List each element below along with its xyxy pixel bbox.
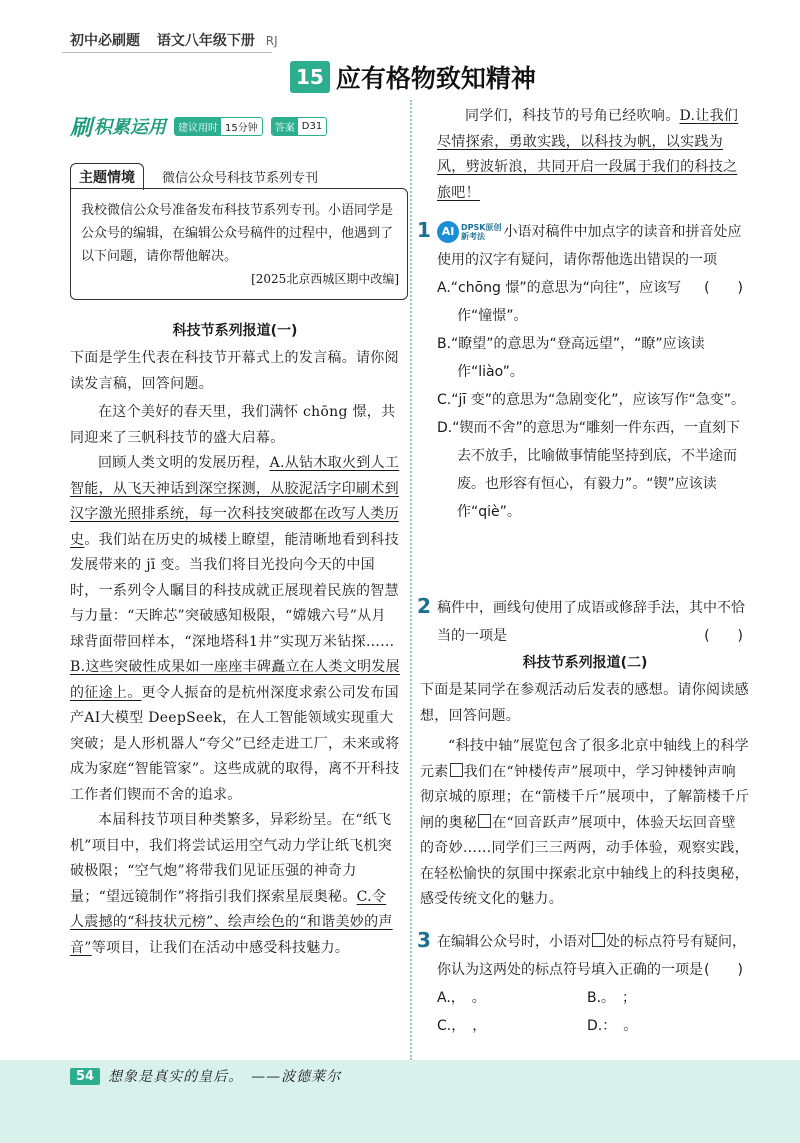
question-number: 2 xyxy=(417,594,431,618)
question-2-stem: 稿件中，画线句使用了成语或修辞手法，其中不恰当的一项是 xyxy=(437,600,745,644)
option-d: D.： 。 xyxy=(587,1018,638,1034)
edition-label: RJ xyxy=(265,34,278,48)
theme-source: [2025北京西城区期中改编] xyxy=(251,272,399,286)
question-number: 1 xyxy=(417,218,431,242)
lesson-number: 15 xyxy=(290,61,330,93)
question-3 xyxy=(417,928,747,1040)
r2-text-a: “科技中轴”展览包含了很多北京中轴线上的科学元素 xyxy=(420,738,749,780)
report1-body xyxy=(70,400,400,961)
answer-tag xyxy=(271,117,327,136)
lesson-name: 应有格物致知精神 xyxy=(335,64,536,93)
theme-title: 微信公众号科技节系列专刊 xyxy=(162,170,319,186)
report2-intro: 下面是某同学在参观活动后发表的感想。请你阅读感想，回答问题。 xyxy=(420,682,749,724)
running-header xyxy=(70,30,278,50)
option-a: A.“chōng 憬”的意思为“向往”，应该写作“憧憬”。 xyxy=(437,280,682,324)
footer-quote: 想象是真实的皇后。 ——波德莱尔 xyxy=(108,1069,342,1085)
p3-text-a: 本届科技节项目种类繁多，异彩纷呈。在“纸飞机”项目中，我们将尝试运用空气动力学让纸飞机突破极限；“空气炮”将带我们见证压强的神奇力量；“望远镜制作”将指引我们探索星辰奥秘。 xyxy=(70,812,393,905)
blank-box-1 xyxy=(450,763,463,777)
underlined-sentence-d: D.让我们尽情探索，勇敢实践，以科技为帆，以实践为风，劈波斩浪，共同开启一段属于我们的科技之旅吧！ xyxy=(437,108,739,201)
section-header xyxy=(70,110,400,142)
underlined-sentence-a: A.从钻木取火到人工智能，从飞天神话到深空探测，从胶泥活字印刷术到汉字激光照排系统，每一次科技突破都在改写人类历史 xyxy=(70,455,400,548)
answer-label: 答案 xyxy=(272,118,298,135)
time-value: 15分钟 xyxy=(225,122,258,134)
theme-text: 我校微信公众号准备发布科技节系列专刊。小语同学是公众号的编辑，在编辑公众号稿件的过程中，他遇到了以下问题，请你帮他解决。 xyxy=(81,203,394,264)
q3-options xyxy=(437,984,747,1040)
question-1 xyxy=(417,218,747,526)
theme-header xyxy=(70,163,318,189)
question-stem xyxy=(437,218,747,296)
answer-blank: ( ) xyxy=(704,962,743,978)
question-number: 3 xyxy=(417,928,431,952)
question-3-stem xyxy=(437,928,747,984)
answer-blank: ( ) xyxy=(704,280,743,296)
header-rule xyxy=(62,52,272,53)
badge-bottom: 新考法 xyxy=(461,232,485,241)
report2-body xyxy=(420,734,750,913)
ai-badge xyxy=(437,221,501,243)
column-divider xyxy=(410,100,412,1060)
underlined-sentence-b: B.这些突破性成果如一座座丰碑矗立在人类文明发展的征途上。 xyxy=(70,659,400,701)
question-1-stem: 小语对稿件中加点字的读音和拼音处应使用的汉字有疑问，请你帮他选出错误的一项 xyxy=(437,224,742,268)
report2-heading: 科技节系列报道(二) xyxy=(522,655,648,671)
q3-stem-a: 在编辑公众号时，小语对 xyxy=(437,934,591,950)
section-name: 积累运用 xyxy=(94,117,167,138)
time-label: 建议用时 xyxy=(175,118,221,135)
time-tag xyxy=(174,117,263,136)
option-c: C.， ， xyxy=(437,1018,487,1034)
lesson-title xyxy=(290,58,536,96)
p2-text-a: 回顾人类文明的发展历程， xyxy=(98,455,270,471)
closing-paragraph xyxy=(437,104,747,206)
blank-box-2 xyxy=(478,814,491,828)
answer-blank: ( ) xyxy=(704,628,743,644)
report1-paragraph-2 xyxy=(70,451,400,808)
blank-box-icon xyxy=(592,933,605,947)
underlined-sentence-c: C.令人震撼的“科技状元榜”、绘声绘色的“和谐美妙的声音” xyxy=(70,888,393,956)
r2-text-c: 在“回音跃声”展项中，体验天坛回音壁的奇妙……同学们三三两两，动手体验，观察实践，在轻松愉快的氛围中探索北京中轴线上的科技奥秘，感受传统文化的魅力。 xyxy=(420,814,749,907)
book-name: 初中必刷题 xyxy=(70,33,140,49)
theme-box xyxy=(70,188,408,300)
p2-text-e: 更令人振奋的是杭州深度求索公司发布国产AI大模型 DeepSeek，在人工智能领域实现重大突破；是人形机器人“夸父”已经走进工厂，未来或将成为家庭“智能管家”。这些成就的取得，离不开科技工作者们锲而不舍的追求。 xyxy=(70,684,400,803)
badge-top: DPSK原创 xyxy=(461,223,502,232)
footer xyxy=(70,1066,341,1086)
badge-labels xyxy=(461,223,501,241)
question-2 xyxy=(417,594,747,650)
answer-value: D31 xyxy=(301,120,323,132)
option-b: B.“瞭望”的意思为“登高远望”，“瞭”应该读作“liào”。 xyxy=(437,336,705,380)
q3-stem-b: 处的标点符号有疑问，你认为这两处的标点符号填入正确的一项是 xyxy=(437,934,746,978)
ai-icon: AI xyxy=(437,221,459,243)
r2-text-b: 我们在“钟楼传声”展项中，学习钟楼钟声响彻京城的原理；在“箭楼千斤”展项中，了解箭楼千斤闸的奥秘 xyxy=(420,763,750,831)
option-a: A.， 。 xyxy=(437,990,486,1006)
report1-intro: 下面是学生代表在科技节开幕式上的发言稿。请你阅读发言稿，回答问题。 xyxy=(70,350,399,392)
page-number: 54 xyxy=(70,1068,100,1085)
p2-text-c: 。我们站在历史的城楼上瞭望，能清晰地看到科技发展带来的 jī 变。当我们将目光投向今天的中国时，一系列令人瞩目的科技成就正展现着民族的智慧与力量：“天眸芯”突破感知极限，“嫦娥六号”从月球背面带回样本，“深地塔科1井”实现万米钻探…… xyxy=(70,531,399,650)
p3-text-c: 等项目，让我们在活动中感受科技魅力。 xyxy=(91,939,350,956)
theme-tab: 主题情境 xyxy=(70,163,144,190)
report2-paragraph xyxy=(420,734,750,913)
closing-text-a: 同学们，科技节的号角已经吹响。 xyxy=(465,108,680,124)
report1-heading: 科技节系列报道(一) xyxy=(172,323,298,339)
option-c: C.“jī 变”的意思为“急剧变化”，应该写作“急变”。 xyxy=(437,392,745,408)
report1-paragraph-3 xyxy=(70,808,400,961)
subject-name: 语文八年级下册 xyxy=(156,33,255,49)
brush-logo: 刷 xyxy=(70,115,93,141)
option-b: B.。 ； xyxy=(587,990,637,1006)
closing-text xyxy=(437,104,747,206)
report1-paragraph-1: 在这个美好的春天里，我们满怀 chōng 憬，共同迎来了三帆科技节的盛大启幕。 xyxy=(70,404,396,446)
option-d: D.“锲而不舍”的意思为“雕刻一件东西，一直刻下去不放手，比喻做事情能坚持到底，不半途而废。也形容有恒心，有毅力”。“锲”应该读作“qiè”。 xyxy=(437,420,740,520)
